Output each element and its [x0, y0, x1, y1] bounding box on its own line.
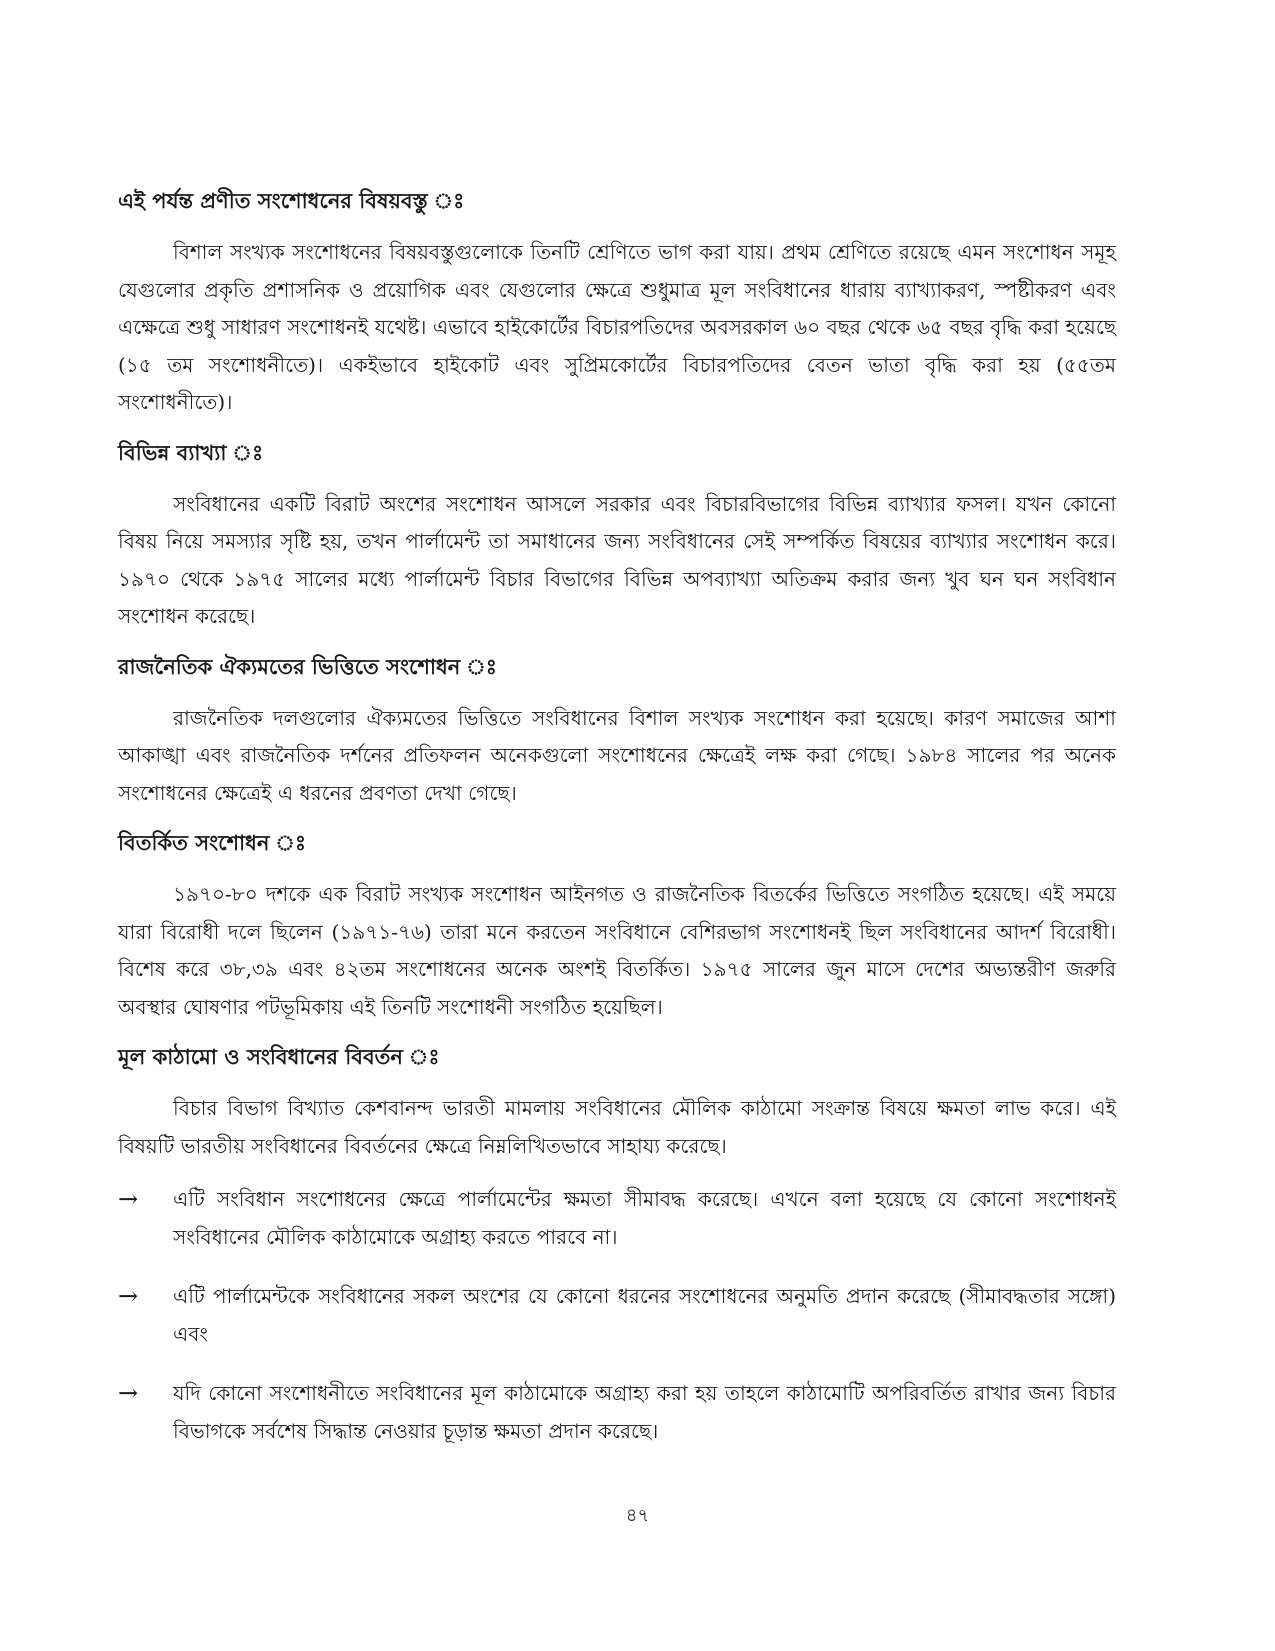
section-paragraph: রাজনৈতিক দলগুলোর ঐক্যমতের ভিত্তিতে সংবিধানের বিশাল সংখ্যক সংশোধন করা হয়েছে। কারণ সমাজের আশা আকাঙ্খা এবং রাজনৈতিক দর্শনের প্রতিফলন অনেকগুলো সংশোধনের ক্ষেত্রেই লক্ষ করা গেছে। ১৯৮৪ সালের পর অনেক সংশোধনের ক্ষেত্রেই এ ধরনের প্রবণতা দেখা গেছে। [118, 705, 1116, 805]
section-interpretations [118, 438, 1116, 636]
section-heading: মূল কাঠামো ও সংবিধানের বিবর্তন ঃ [118, 1044, 440, 1069]
section-political-consensus [118, 652, 1116, 813]
page-number: ৪৭ [625, 1505, 650, 1526]
list-item [118, 1181, 1116, 1256]
section-heading: এই পর্যন্ত প্রণীত সংশোধনের বিষয়বস্তু ঃ [118, 188, 465, 213]
section-paragraph: বিশাল সংখ্যক সংশোধনের বিষয়বস্তুগুলোকে তিনটি শ্রেণিতে ভাগ করা যায়। প্রথম শ্রেণিতে রয়েছে এমন সংশোধন সমূহ যেগুলোর প্রকৃতি প্রশাসনিক ও প্রয়োগিক এবং যেগুলোর ক্ষেত্রে শুধুমাত্র মূল সংবিধানের ধারায় ব্যাখ্যাকরণ, স্পষ্টীকরণ এবং এক্ষেত্রে শুধু সাধারণ সংশোধনই যথেষ্ট। এভাবে হাইকোর্টের বিচারপতিদের অবসরকাল ৬০ বছর থেকে ৬৫ বছর বৃদ্ধি করা হয়েছে (১৫ তম সংশোধনীতে)। একইভাবে হাইকোট এবং সুপ্রিমকোর্টের বিচারপতিদের বেতন ভাতা বৃদ্ধি করা হয় (৫৫তম সংশোধনীতে)। [118, 240, 1116, 414]
section-controversial-amendments [118, 828, 1116, 1026]
section-paragraph: সংবিধানের একটি বিরাট অংশের সংশোধন আসলে সরকার এবং বিচারবিভাগের বিভিন্ন ব্যাখ্যার ফসল। যখন কোনো বিষয় নিয়ে সমস্যার সৃষ্টি হয়, তখন পার্লামেন্ট তা সমাধানের জন্য সংবিধানের সেই সম্পর্কিত বিষয়ের ব্যাখ্যার সংশোধন করে। ১৯৭০ থেকে ১৯৭৫ সালের মধ্যে পার্লামেন্ট বিচার বিভাগের বিভিন্ন অপব্যাখ্যা অতিক্রম করার জন্য খুব ঘন ঘন সংবিধান সংশোধন করেছে। [118, 491, 1116, 628]
list-item-text: যদি কোনো সংশোধনীতে সংবিধানের মূল কাঠামোকে অগ্রাহ্য করা হয় তাহলে কাঠামোটি অপরিবর্তিত রাখার জন্য বিচার বিভাগকে সর্বশেষ সিদ্ধান্ত নেওয়ার চূড়ান্ত ক্ষমতা প্রদান করেছে। [173, 1381, 1116, 1443]
section-heading: বিতর্কিত সংশোধন ঃ [118, 830, 307, 855]
section-basic-structure [118, 1042, 1116, 1165]
section-paragraph: বিচার বিভাগ বিখ্যাত কেশবানন্দ ভারতী মামলায় সংবিধানের মৌলিক কাঠামো সংক্রান্ত বিষয়ে ক্ষমতা লাভ করে। এই বিষয়টি ভারতীয় সংবিধানের বিবর্তনের ক্ষেত্রে নিম্নলিখিতভাবে সাহায্য করেছে। [118, 1096, 1116, 1158]
document-page [118, 186, 1116, 1472]
section-heading: বিভিন্ন ব্যাখ্যা ঃ [118, 439, 264, 465]
arrow-right-icon: → [118, 1185, 139, 1213]
section-subject-matter [118, 186, 1116, 422]
list-item-text: এটি সংবিধান সংশোধনের ক্ষেত্রে পার্লামেন্টের ক্ষমতা সীমাবদ্ধ করেছে। এখনে বলা হয়েছে যে কোনো সংশোধনই সংবিধানের মৌলিক কাঠামোকে অগ্রাহ্য করতে পারবে না। [173, 1187, 1116, 1249]
section-paragraph: ১৯৭০-৮০ দশকে এক বিরাট সংখ্যক সংশোধন আইনগত ও রাজনৈতিক বিতর্কের ভিত্তিতে সংগঠিত হয়েছে। এই সময়ে যারা বিরোধী দলে ছিলেন (১৯৭১-৭৬) তারা মনে করতেন সংবিধানে বেশিরভাগ সংশোধনই ছিল সংবিধানের আদর্শ বিরোধী। বিশেষ করে ৩৮,৩৯ এবং ৪২তম সংশোধনের অনেক অংশই বিতর্কিত। ১৯৭৫ সালের জুন মাসে দেশের অভ্যন্তরীণ জরুরি অবস্থার ঘোষণার পটভূমিকায় এই তিনটি সংশোধনী সংগঠিত হয়েছিল। [118, 882, 1116, 1019]
list-item [118, 1278, 1116, 1353]
bullet-list [118, 1181, 1116, 1450]
section-heading: রাজনৈতিক ঐক্যমতের ভিত্তিতে সংশোধন ঃ [118, 653, 497, 679]
arrow-right-icon: → [118, 1282, 139, 1310]
list-item-text: এটি পার্লামেন্টকে সংবিধানের সকল অংশের যে কোনো ধরনের সংশোধনের অনুমতি প্রদান করেছে (সীমাবদ্ধতার সঙ্গো) এবং [173, 1284, 1116, 1346]
arrow-right-icon: → [118, 1379, 139, 1407]
list-item [118, 1375, 1116, 1450]
